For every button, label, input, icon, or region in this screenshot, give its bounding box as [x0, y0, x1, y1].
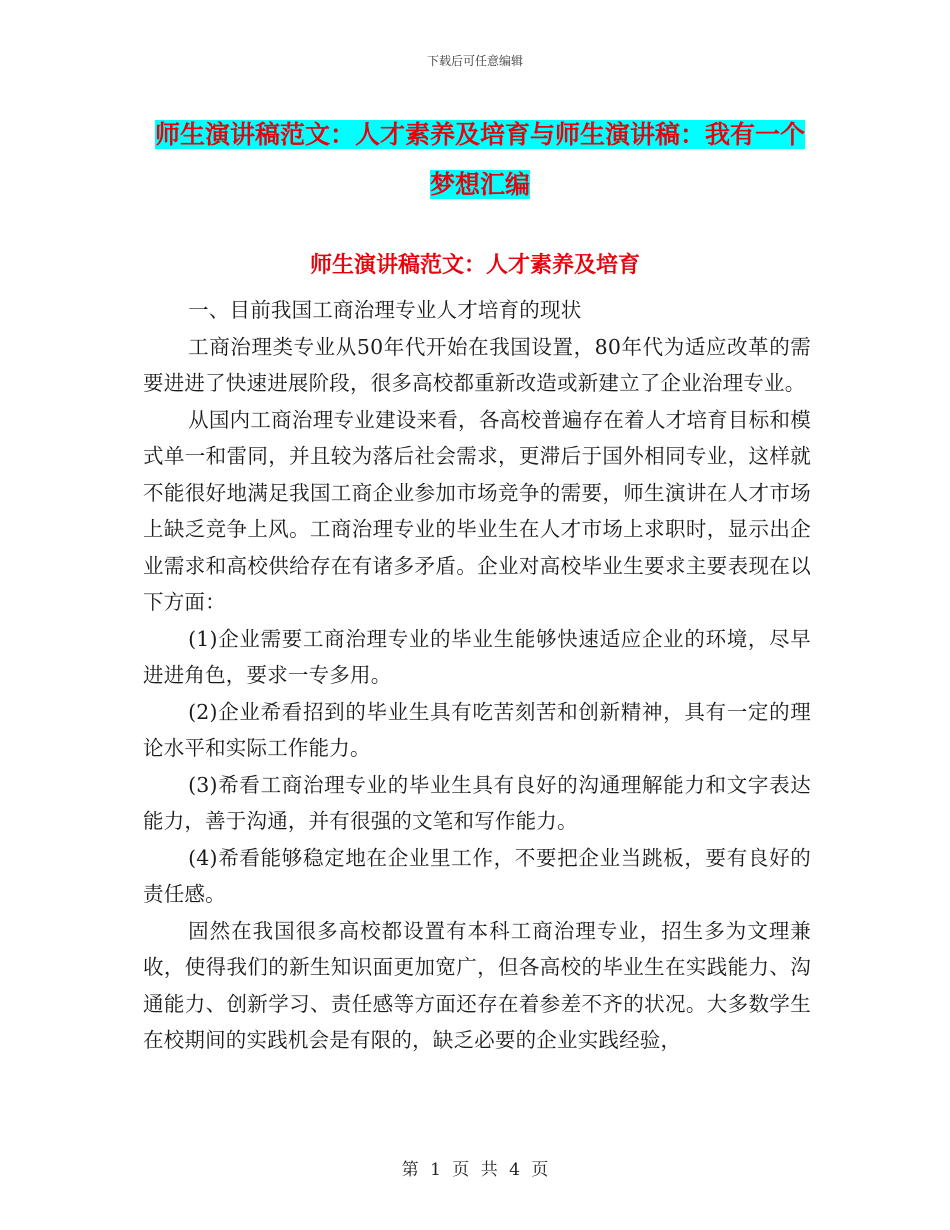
paragraph: 从国内工商治理专业建设来看，各高校普遍存在着人才培育目标和模式单一和雷同，并且较为落后社会需求，更滞后于国外相同专业，这样就不能很好地满足我国工商企业参加市场竞争的需要，师生演讲在人才市场上缺乏竞争上风。工商治理专业的毕业生在人才市场上求职时，显示出企业需求和高校供给存在有诸多矛盾。企业对高校毕业生要求主要表现在以下方面： [143, 407, 811, 614]
document-title-text: 师生演讲稿范文：人才素养及培育与师生演讲稿：我有一个梦想汇编 [154, 120, 805, 199]
paragraph: (1)企业需要工商治理专业的毕业生能够快速适应企业的环境，尽早进进角色，要求一专多用。 [143, 626, 811, 687]
body-text [143, 292, 811, 1059]
page-footer: 第 1 页 共 4 页 [401, 1160, 549, 1180]
paragraph: 工商治理类专业从50年代开始在我国设置，80年代为适应改革的需要进进了快速进展阶段，很多高校都重新改造或新建立了企业治理专业。 [143, 334, 811, 395]
paragraph: 固然在我国很多高校都设置有本科工商治理专业，招生多为文理兼收，使得我们的新生知识面更加宽广，但各高校的毕业生在实践能力、沟通能力、创新学习、责任感等方面还存在着参差不齐的状况。大多数学生在校期间的实践机会是有限的，缺乏必要的企业实践经验， [143, 918, 811, 1052]
paragraph: (2)企业希看招到的毕业生具有吃苦刻苦和创新精神，具有一定的理论水平和实际工作能力。 [143, 699, 811, 760]
document-title [150, 110, 810, 210]
paragraph: (4)希看能够稳定地在企业里工作，不要把企业当跳板，要有良好的责任感。 [143, 845, 811, 906]
paragraph: 一、目前我国工商治理专业人才培育的现状 [188, 298, 582, 322]
paragraph: (3)希看工商治理专业的毕业生具有良好的沟通理解能力和文字表达能力，善于沟通，并有很强的文笔和写作能力。 [143, 772, 811, 833]
header-note: 下载后可任意编辑 [426, 54, 523, 68]
section-title: 师生演讲稿范文：人才素养及培育 [309, 253, 640, 278]
